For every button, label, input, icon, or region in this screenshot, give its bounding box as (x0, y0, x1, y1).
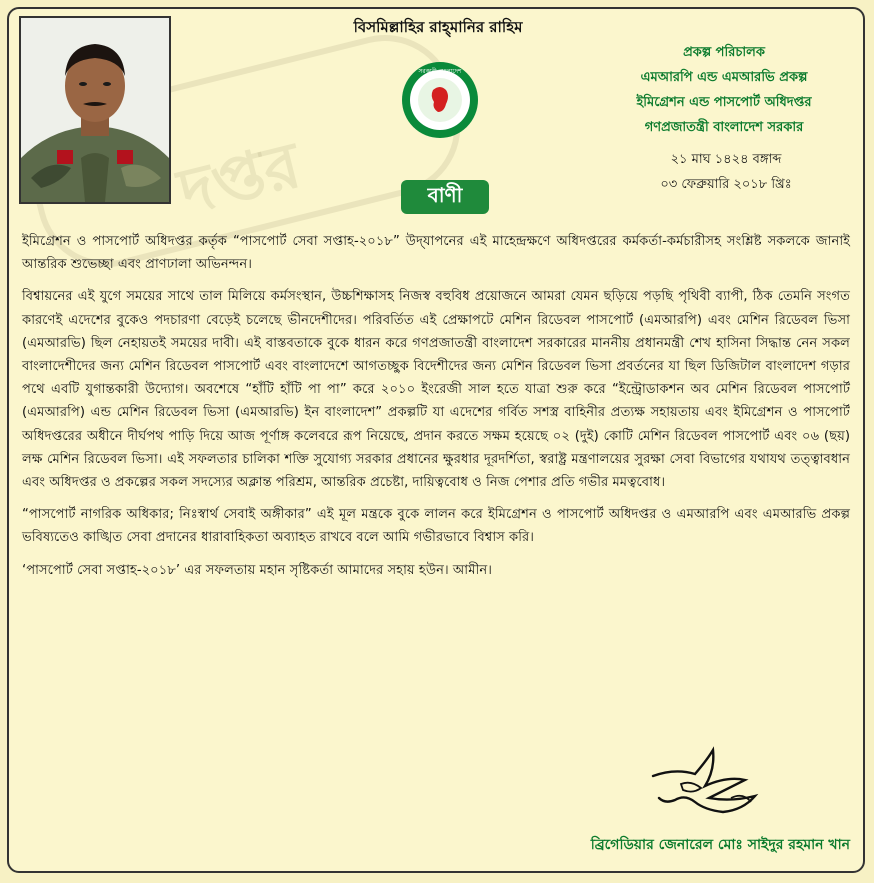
issuer-project: এমআরপি এন্ড এমআরভি প্রকল্প (640, 70, 808, 85)
message-paragraph: “পাসপোর্ট নাগরিক অধিকার; নিঃস্বার্থ সেবাই অঙ্গীকার” এই মূল মন্ত্রকে বুকে লালন করে ইমিগ্রেশন ও পাসপোর্ট অধিদপ্তর ও এমআরপি এবং এমআরভি প্রকল্প ভবিষ্যতেও কাঙ্খিত সেবা প্রদানের ধারাবাহিকতা অব্যাহত রাখবে বলে আমি গভীরভাবে বিশ্বাস করি। (22, 507, 850, 546)
issuer-block (594, 40, 854, 140)
handwritten-signature (635, 740, 785, 820)
message-paragraph: ‘পাসপোর্ট সেবা সপ্তাহ-২০১৮’ এর সফলতায় মহান সৃষ্টিকর্তা আমাদের সহায় হউন। আমীন। (22, 562, 492, 578)
watermark-text: দপ্তর (171, 128, 308, 230)
bangla-date: ২১ মাঘ ১৪২৪ বঙ্গাব্দ (670, 152, 782, 167)
english-date: ০৩ ফেব্রুয়ারি ২০১৮ খ্রিঃ (660, 177, 792, 192)
bani-badge: বাণী (401, 180, 489, 214)
issuer-title: প্রকল্প পরিচালক (683, 45, 765, 60)
date-block (606, 147, 846, 197)
government-seal-icon (400, 60, 480, 140)
officer-portrait-image (21, 18, 169, 202)
issuer-department: ইমিগ্রেশন এন্ড পাসপোর্ট অধিদপ্তর (636, 95, 812, 110)
message-paragraph: বিশ্বায়নের এই যুগে সময়ের সাথে তাল মিলিয়ে কর্মসংস্থান, উচ্চশিক্ষাসহ নিজস্ব বহুবিধ প্রয়োজনে আমরা যেমন ছড়িয়ে পড়ছি পৃথিবী ব্যাপী, ঠিক তেমনি সংগত কারণেই এদেশের বুকেও পদচারণা বেড়েই চলেছে ভীনদেশীদের। পরিবর্তিত এই প্রেক্ষাপটে মেশিন রিডেবল পাসপোর্ট (এমআরপি) এবং মেশিন রিডেবল ভিসা (এমআরভি) ছিল নেহায়তই সময়ের দাবী। এই বাস্তবতাকে বুকে ধারন করে গণপ্রজাতন্ত্রী বাংলাদেশ সরকারের মাননীয় প্রধানমন্ত্রী শেখ হাসিনা সিদ্ধান্ত নেন সকল বাংলাদেশীদের জন্য মেশিন রিডেবল পাসপোর্ট এবং বাংলাদেশে আগতচ্ছুক বিদেশীদের জন্য মেশিন রিডেবল ভিসা প্রবর্তনের যা ছিল ডিজিটাল বাংলাদেশ গড়ার পথে এবটি যুগান্তকারী উদ্যোগ। অবশেষে “হাঁটি হাঁটি পা পা” করে ২০১০ ইংরেজী সাল হতে যাত্রা শুরু করে “ইন্ট্রোডাকশন অব মেশিন রিডেবল পাসপোর্ট (এমআরপি) এন্ড মেশিন রিডেবল ভিসা (এমআরভি) ইন বাংলাদেশ” প্রকল্পটি যা এদেশের গর্বিত সশস্ত্র বাহিনীর প্রত্যক্ষ সহায়তায় এবং ইমিগ্রেশন ও পাসপোর্ট অধিদপ্তরের অধীনে দীর্ঘপথ পাড়ি দিয়ে আজ পূর্ণাঙ্গ কলেবরে রূপ নিয়েছে, প্রদান করতে সক্ষম হয়েছে ০২ (দুই) কোটি মেশিন রিডেবল পাসপোর্ট এবং ০৬ (ছয়) লক্ষ মেশিন রিডেবল ভিসা। এই সফলতার চালিকা শক্তি সুযোগ্য সরকার প্রধানের ক্ষুরধার দূরদর্শিতা, স্বরাষ্ট্র মন্ত্রণালয়ের সুরক্ষা সেবা বিভাগের যথাযথ তত্ত্বাবধান এবং অধিদপ্তর ও প্রকল্পের সকল সদস্যের অক্লান্ত পরিশ্রম, আন্তরিক প্রচেষ্টা, দায়িত্ববোধ ও নিজ পেশার প্রতি গভীর মমত্ববোধ। (22, 289, 850, 491)
message-paragraph: ইমিগ্রেশন ও পাসপোর্ট অধিদপ্তর কর্তৃক “পাসপোর্ট সেবা সপ্তাহ-২০১৮” উদ্‌যাপনের এই মাহেন্দ্রক্ষণে অধিদপ্তরের কর্মকর্তা-কর্মচারীসহ সংশ্লিষ্ট সকলকে জানাই আন্তরিক শুভেচ্ছা এবং প্রাণঢালা অভিনন্দন। (22, 234, 850, 273)
issuer-government: গণপ্রজাতন্ত্রী বাংলাদেশ সরকার (644, 120, 804, 135)
signer-name: ব্রিগেডিয়ার জেনারেল মোঃ সাইদুর রহমান খান (590, 837, 850, 853)
bismillah-heading: বিসমিল্লাহির রাহ্‌মানির রাহিম (353, 18, 523, 36)
message-body (22, 230, 850, 591)
portrait-photo (19, 16, 171, 204)
seal-text: সরকারী বাংলাদেশ (418, 68, 462, 75)
